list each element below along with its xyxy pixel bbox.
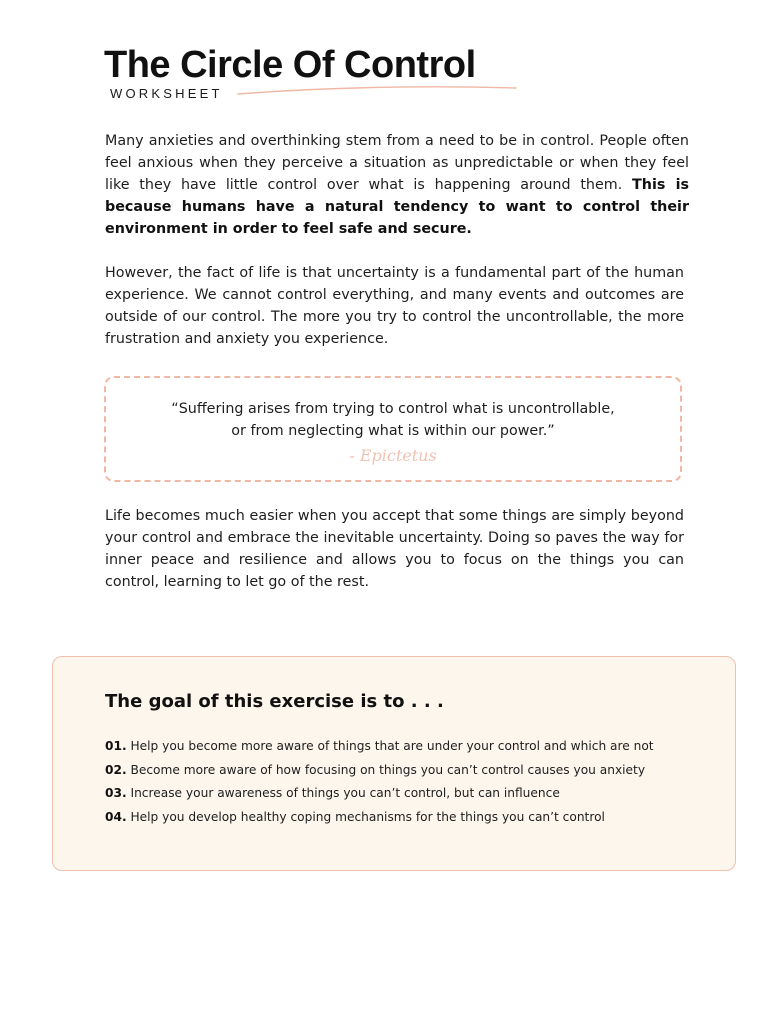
- intro-paragraph-1: [105, 130, 689, 240]
- intro-paragraph-1-bold: This is because humans have a natural tendency to want to control their environment in order to feel safe and secure.: [105, 177, 690, 237]
- quote-text: [106, 398, 680, 442]
- goal-heading: The goal of this exercise is to . . .: [105, 691, 444, 712]
- goal-item: [105, 759, 654, 783]
- quote-line-2: or from neglecting what is within our power.”: [231, 423, 555, 439]
- goal-item-number: 03.: [105, 786, 127, 800]
- intro-paragraph-2: However, the fact of life is that uncertainty is a fundamental part of the human experience. We cannot control everything, and many events and outcomes are outside of our control. The more you try to control the uncontrollable, the more frustration and anxiety you experience.: [105, 265, 684, 347]
- goal-item-text: Help you become more aware of things that are under your control and which are not: [130, 739, 654, 753]
- goal-item-text: Become more aware of how focusing on things you can’t control causes you anxiety: [130, 762, 646, 777]
- decorative-underline-swoosh: [236, 84, 518, 98]
- goal-item-number: 04.: [105, 809, 127, 824]
- quote-line-1: “Suffering arises from trying to control what is uncontrollable,: [171, 401, 615, 417]
- goal-item: [105, 735, 654, 759]
- quote-box: [104, 376, 682, 482]
- goal-box: [52, 656, 736, 871]
- goal-item-text: Increase your awareness of things you can’t control, but can influence: [130, 786, 560, 800]
- closing-paragraph: Life becomes much easier when you accept that some things are simply beyond your control and embrace the inevitable uncertainty. Doing so paves the way for inner peace and resilience and allows you to focus on the things you can control, learning to let go of the rest.: [105, 508, 684, 590]
- goal-item: [105, 806, 654, 830]
- goal-item: [105, 782, 654, 806]
- goal-item-number: 02.: [105, 762, 127, 777]
- page-title: The Circle Of Control: [104, 44, 476, 86]
- intro-paragraph-1-text: Many anxieties and overthinking stem from a need to be in control. People often feel anxious when they perceive a situation as unpredictable or when they feel like they have little control over what is happening around them.: [105, 133, 689, 193]
- goal-item-number: 01.: [105, 739, 127, 753]
- page-subtitle: WORKSHEET: [110, 86, 223, 101]
- goal-list: [105, 735, 654, 829]
- goal-item-text: Help you develop healthy coping mechanisms for the things you can’t control: [130, 809, 605, 824]
- quote-author-signature: - Epictetus: [349, 446, 437, 465]
